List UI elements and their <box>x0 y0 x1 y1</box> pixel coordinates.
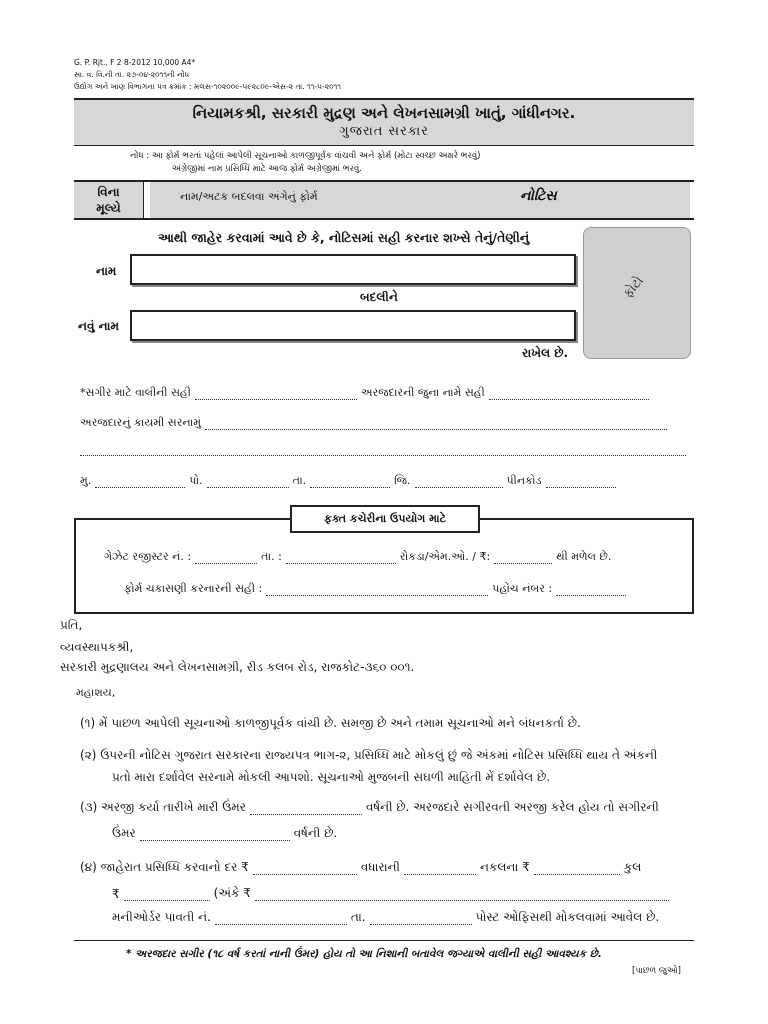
header-band <box>74 98 694 146</box>
clause-3-line-2 <box>112 826 337 841</box>
extra-field[interactable] <box>404 863 476 875</box>
office-date-field[interactable] <box>286 552 396 564</box>
office-date-label: તા. : <box>261 550 282 563</box>
signature-row <box>80 386 649 400</box>
dept-letter-ref: ઉદ્યોગ અને ખાણ વિભાગના પત્ર ક્રમાંક : મલસ-૧૦૨૦૦૯-૫૯૨૮૦૯-એસ-૨ તા. ૧૧-૫-૨૦૧૧ <box>74 82 341 91</box>
guardian-sign-label: *સગીર માટે વાલીની સહી <box>80 386 191 399</box>
checker-row <box>124 582 626 596</box>
minor-age-field[interactable] <box>140 829 290 841</box>
minor-age-suffix: વર્ષની છે. <box>293 826 338 840</box>
name-label: નામ <box>96 264 117 278</box>
copy-rate-label: નકલના ₹ <box>479 860 530 874</box>
total-rs-label: ₹ <box>112 887 120 901</box>
village-label: મુ. <box>80 474 92 487</box>
photo-box[interactable] <box>583 227 691 359</box>
instruction-note-1: નોંધ : આ ફોર્મ ભરતાં પહેલાં આપેલી સૂચનાઓ કાળજીપૂર્વક વાંચવી અને ફોર્મ (મોટા સ્વચ્છ અક્ષરે ભરવું) <box>130 151 481 161</box>
taluka-label: તા. <box>292 474 307 487</box>
receipt-label: પહોંચ નંબર : <box>492 582 553 595</box>
checker-sign-field[interactable] <box>266 584 488 596</box>
gazette-row <box>104 550 611 564</box>
cash-mo-label: રોકડા/એમ.ઓ. / ₹: <box>399 550 491 563</box>
rate-field[interactable] <box>253 863 357 875</box>
amount-words-field[interactable] <box>255 889 669 901</box>
address-field-2[interactable] <box>80 444 686 456</box>
received-label: થી મળેલ છે. <box>556 550 612 563</box>
total-field[interactable] <box>124 889 210 901</box>
clause-4-line-2 <box>112 886 669 901</box>
old-name-sign-field[interactable] <box>489 388 649 400</box>
gazette-register-label: ગેઝેટ રજીસ્ટર નં. : <box>104 550 192 563</box>
old-name-sign-label: અરજદારની જુના નામે સહી <box>360 386 485 399</box>
receipt-field[interactable] <box>556 584 626 596</box>
minor-footnote: * અરજદાર સગીર (૧૮ વર્ષ કરતાં નાની ઉંમર) હોય તો આ નિશાની બતાવેલ જગ્યાએ વાલીની સહી આવશ્યક છે. <box>126 948 602 960</box>
free-label-2: મૂલ્યે <box>96 201 121 215</box>
extra-label: વધારાની <box>360 860 400 874</box>
photo-label: ફોટો <box>620 273 647 302</box>
header-subtitle: ગુજરાત સરકાર <box>339 124 429 139</box>
new-name-label: નવું નામ <box>78 319 119 333</box>
free-label-1: વિના <box>97 185 120 199</box>
salutation: મહાશય, <box>76 686 116 699</box>
mo-date-field[interactable] <box>370 913 472 925</box>
post-label: પો. <box>189 474 203 487</box>
addressee-office: સરકારી મુદ્રણાલય અને લેખનસામગ્રી, રીડ કલબ રોડ, રાજકોટ-૩૬૦ ૦૦૧. <box>60 660 415 674</box>
money-order-field[interactable] <box>215 913 347 925</box>
total-label: કુલ <box>623 860 642 874</box>
clause-4-line-3 <box>112 910 659 925</box>
address-field-1[interactable] <box>205 418 667 430</box>
office-use-box <box>74 512 694 614</box>
address-detail-row <box>80 474 616 488</box>
district-field[interactable] <box>415 476 503 488</box>
see-back-note: [પાછળ જુઓ] <box>632 966 681 976</box>
guardian-sign-field[interactable] <box>195 388 357 400</box>
addressee-to: પ્રતિ, <box>60 618 83 632</box>
district-label: જિ. <box>394 474 411 487</box>
instruction-note-2: અંગ્રેજીમાં નામ પ્રસિધ્ધિ માટે આજ ફોર્મ અંગ્રેજીમાં ભરવું. <box>172 164 362 174</box>
clause-4-line-1 <box>80 860 641 875</box>
gr-note: સા. વ. વિ.ની તા. ૨૭-૦૪-૨૦૧૧ની નોંધ <box>74 70 190 79</box>
mo-date-label: તા. <box>350 910 366 924</box>
pincode-field[interactable] <box>546 476 616 488</box>
footer-divider <box>74 940 694 941</box>
rate-label: (૪) જાહેરાત પ્રસિધ્ધિ કરવાનો દર ₹ <box>80 860 249 874</box>
kept-label: રાખેલ છે. <box>522 346 569 360</box>
clause-1: (૧) મેં પાછળ આપેલી સૂચનાઓ કાળજીપૂર્વક વાંચી છે. સમજી છે અને તમામ સૂચનાઓ મને બંધનકર્તા છે. <box>80 716 581 730</box>
address-row <box>80 416 667 430</box>
minor-age-label: ઉંમર <box>112 826 136 840</box>
form-title: નામ/અટક બદલવા અંગેનું ફોર્મ <box>180 190 318 203</box>
age-label: (૩) અરજી કર્યા તારીખે મારી ઉંમર <box>80 800 246 814</box>
age-suffix: વર્ષની છે. અરજદારે સગીરવતી અરજી કરેલ હોય તો સગીરની <box>365 800 659 814</box>
office-use-tag: ફક્ત કચેરીના ઉપયોગ માટે <box>290 505 480 533</box>
age-field[interactable] <box>250 803 362 815</box>
old-name-field[interactable] <box>130 254 576 285</box>
header-title: નિયામકશ્રી, સરકારી મુદ્રણ અને લેખનસામગ્રી ખાતું, ગાંધીનગર. <box>192 104 576 122</box>
clause-3-line-1 <box>80 800 659 815</box>
addressee-manager: વ્યવસ્થાપકશ્રી, <box>60 640 134 654</box>
print-code: G. P. Rjt., F 2 8-2012 10,000 A4* <box>74 58 196 67</box>
address-label: અરજદારનું કાયમી સરનામું <box>80 416 202 429</box>
checker-sign-label: ફોર્મ ચકાસણી કરનારની સહી : <box>124 582 263 595</box>
post-office-label: પોસ્ટ ઓફિસથી મોકલવામાં આવેલ છે. <box>475 910 660 924</box>
pincode-label: પીનકોડ <box>506 474 542 487</box>
notice-label: નોટિસ <box>520 188 557 204</box>
declaration-text: આથી જાહેર કરવામાં આવે છે કે, નોટિસમાં સહી કરનાર શખ્સે તેનું/તેણીનું <box>158 230 530 245</box>
new-name-field[interactable] <box>130 310 576 341</box>
amount-words-label: (અંકે ₹ <box>213 886 251 900</box>
form-title-band <box>74 180 694 220</box>
village-field[interactable] <box>95 476 185 488</box>
free-of-cost-box <box>74 182 144 218</box>
form-title-box <box>150 182 690 218</box>
clause-2-line-2: પ્રતો મારા દર્શાવેલ સરનામે મોકલી આપશો. સૂચનાઓ મુજબની સઘળી માહિતી મેં દર્શાવેલ છે. <box>112 770 551 784</box>
copy-rate-field[interactable] <box>534 863 620 875</box>
instead-label: બદલીને <box>360 290 398 304</box>
clause-2-line-1: (૨) ઉપરની નોટિસ ગુજરાત સરકારના રાજ્યપત્ર ભાગ-૨, પ્રસિધ્ધિ માટે મોકલું છું જે અંકમાં નોટિસ પ્રસિધ્ધિ થાય તે અંકની <box>80 748 658 762</box>
taluka-field[interactable] <box>310 476 390 488</box>
post-field[interactable] <box>207 476 289 488</box>
gazette-register-field[interactable] <box>195 552 257 564</box>
cash-amount-field[interactable] <box>494 552 552 564</box>
money-order-label: મનીઓર્ડર પાવતી નં. <box>112 910 211 924</box>
